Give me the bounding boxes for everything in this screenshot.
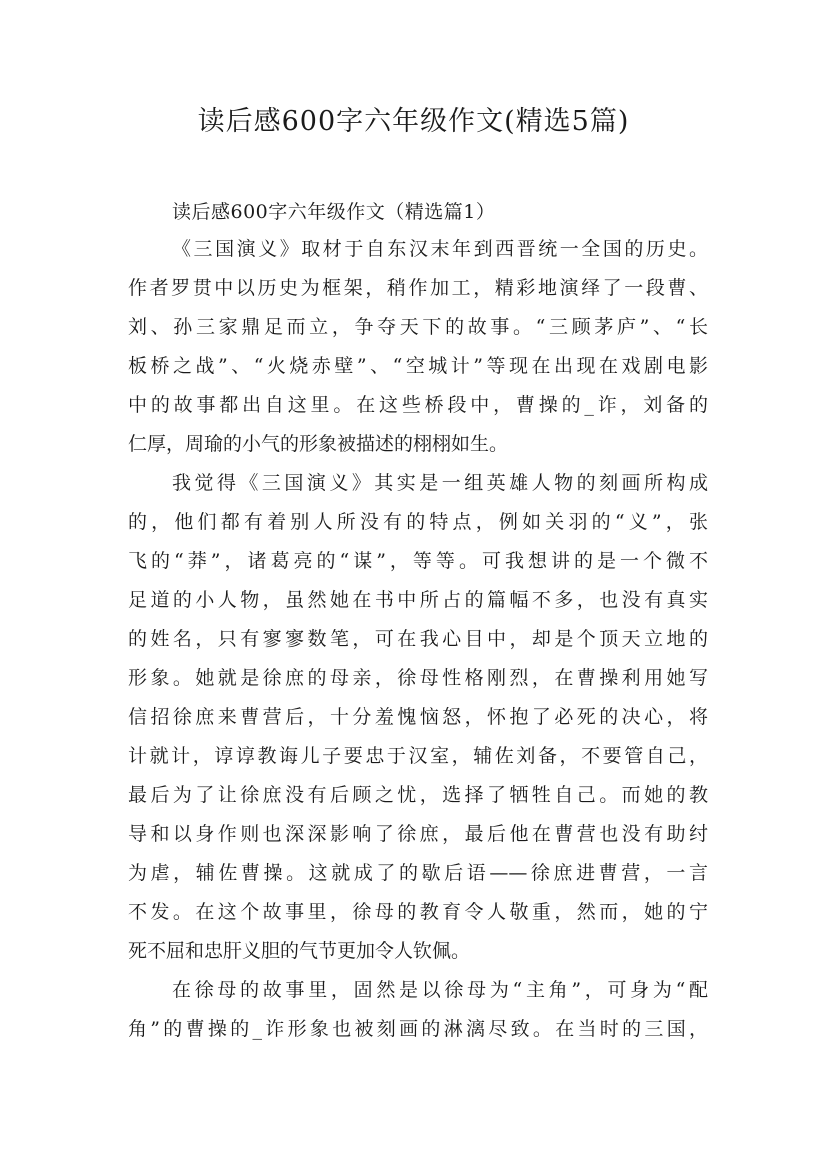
body-line: 我觉得《三国演义》其实是一组英雄人物的刻画所构成	[172, 472, 708, 494]
body-line: 足道的小人物，虽然她在书中所占的篇幅不多，也没有真实	[128, 589, 708, 611]
body-line: 板桥之战”、“火烧赤壁”、“空城计”等现在出现在戏剧电影	[128, 355, 708, 377]
body-line: 在徐母的故事里，固然是以徐母为“主角”，可身为“配	[172, 979, 708, 1001]
body-line: 为虐，辅佐曹操。这就成了的歇后语——徐庶进曹营，一言	[128, 862, 708, 884]
body-line: 信招徐庶来曹营后，十分羞愧恼怒，怀抱了必死的决心，将	[128, 706, 708, 728]
body-line: 导和以身作则也深深影响了徐庶，最后他在曹营也没有助纣	[128, 823, 708, 845]
body-line: 的，他们都有着别人所没有的特点，例如关羽的“义”，张	[128, 511, 708, 533]
body-line: 最后为了让徐庶没有后顾之忧，选择了牺牲自己。而她的教	[128, 784, 708, 806]
body-line: 中的故事都出自这里。在这些桥段中，曹操的_诈，刘备的	[128, 394, 708, 416]
body-line: 《三国演义》取材于自东汉末年到西晋统一全国的历史。	[172, 238, 708, 260]
body-line: 角”的曹操的_诈形象也被刻画的淋漓尽致。在当时的三国，	[128, 1018, 708, 1040]
body-line: 飞的“莽”，诸葛亮的“谋”，等等。可我想讲的是一个微不	[128, 550, 708, 572]
body-line: 仁厚，周瑜的小气的形象被描述的栩栩如生。	[128, 433, 509, 455]
section-heading: 读后感600字六年级作文（精选篇1）	[172, 201, 496, 223]
body-line: 计就计，谆谆教诲儿子要忠于汉室，辅佐刘备，不要管自己，	[128, 745, 708, 767]
body-line: 的姓名，只有寥寥数笔，可在我心目中，却是个顶天立地的	[128, 628, 708, 650]
document-title: 读后感600字六年级作文(精选5篇)	[197, 106, 630, 137]
body-line: 作者罗贯中以历史为框架，稍作加工，精彩地演绎了一段曹、	[128, 277, 708, 299]
body-line: 刘、孙三家鼎足而立，争夺天下的故事。“三顾茅庐”、“长	[128, 316, 708, 338]
body-line: 死不屈和忠肝义胆的气节更加令人钦佩。	[128, 940, 471, 962]
body-line: 不发。在这个故事里，徐母的教育令人敬重，然而，她的宁	[128, 901, 708, 923]
body-line: 形象。她就是徐庶的母亲，徐母性格刚烈，在曹操利用她写	[128, 667, 708, 689]
